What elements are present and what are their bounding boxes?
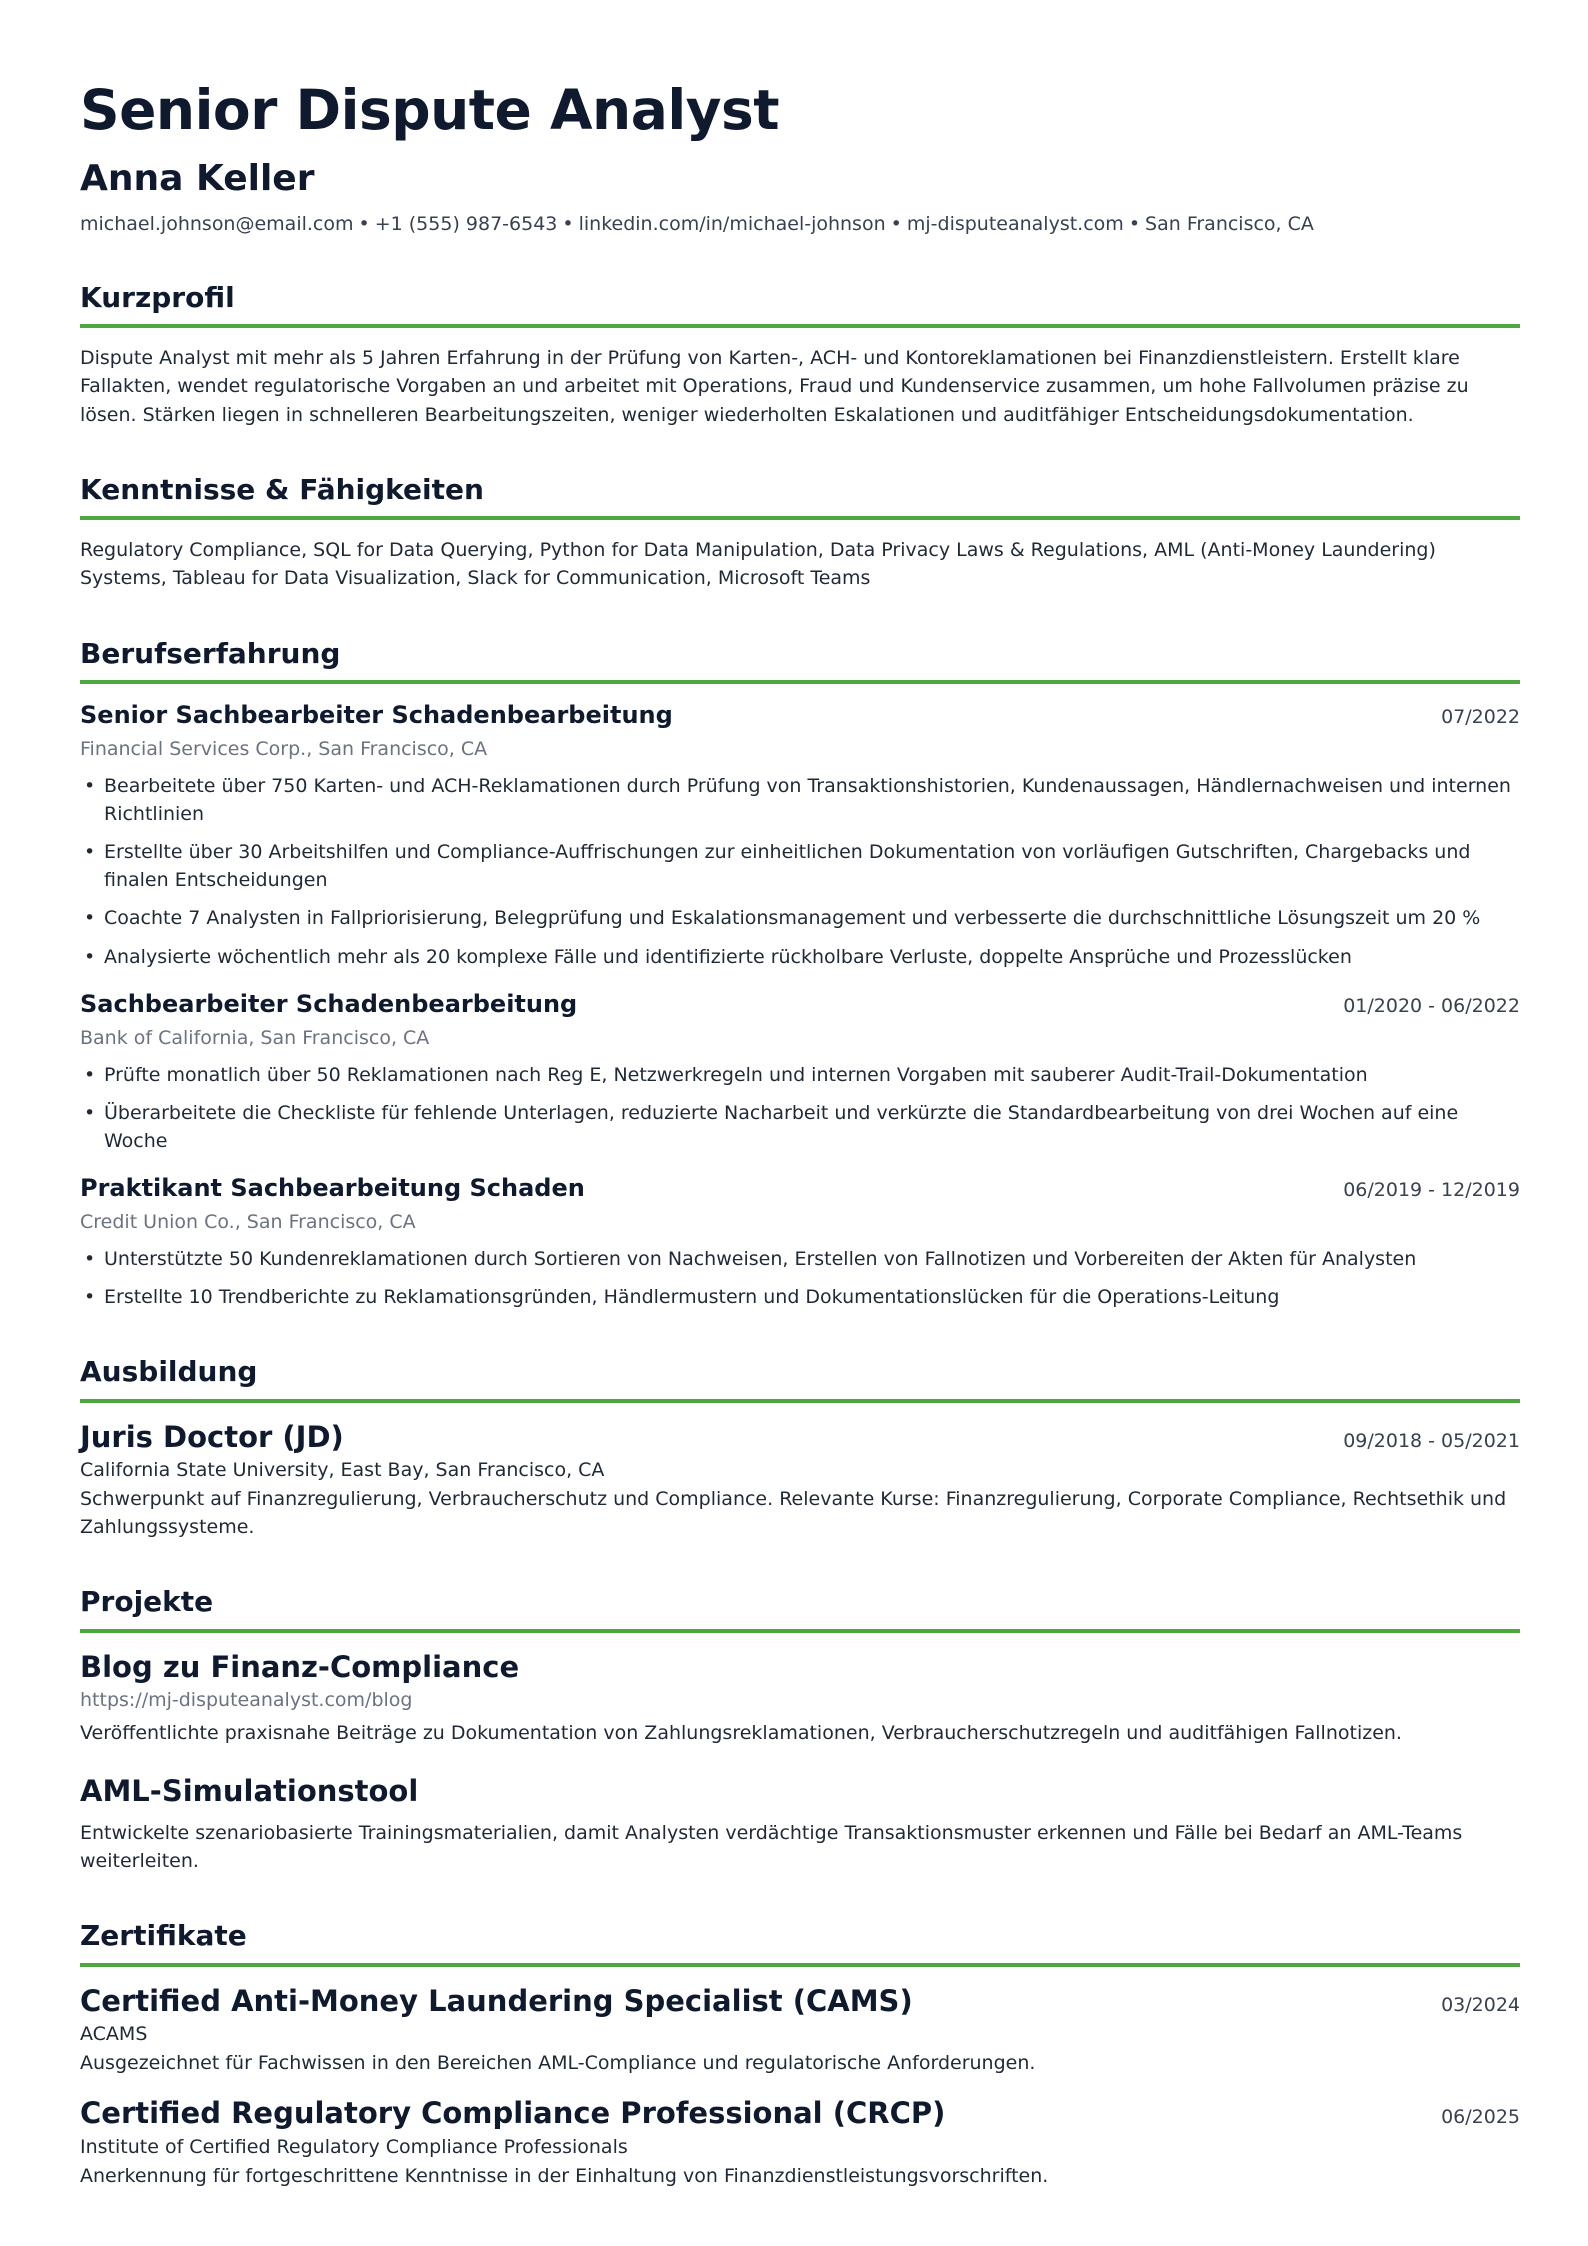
education-school: California State University, East Bay, San Francisco, CA (80, 1459, 605, 1482)
project-entry (80, 1649, 1520, 1747)
education-date: 09/2018 - 05/2021 (1343, 1429, 1520, 1452)
job-company: Bank of California, San Francisco, CA (80, 1026, 430, 1049)
job-bullet: • Analysierte wöchentlich mehr als 20 komplexe Fälle und identifizierte rückholbare Verluste, doppelte Ansprüche und Prozesslücken (104, 943, 1520, 971)
job-title: Praktikant Sachbearbeitung Schaden (80, 1173, 585, 1202)
skills-section (80, 473, 1520, 593)
certification-title: Certified Anti-Money Laundering Specialist (CAMS) (80, 1983, 913, 2018)
certifications-section (80, 1919, 1520, 2190)
contact-phone: +1 (555) 987-6543 (374, 213, 558, 236)
contact-location: San Francisco, CA (1145, 213, 1314, 236)
certification-date: 06/2025 (1441, 2106, 1520, 2129)
contact-separator: • (358, 213, 370, 236)
experience-section (80, 637, 1520, 1311)
summary-text: Dispute Analyst mit mehr als 5 Jahren Erfahrung in der Prüfung von Karten-, ACH- und Kontoreklamationen bei Finanzdienstleistern. Erstellt klare Fallakten, wendet regulatorische Vorgaben an und arbeitet mit Operations, Fraud und Kundenservice zusammen, um hohe Fallvolumen präzise zu lösen. Stärken liegen in schnelleren Bearbeitungszeiten, weniger wiederholten Eskalationen und auditfähiger Entscheidungsdokumentation. (80, 347, 1469, 426)
job-date: 07/2022 (1441, 706, 1520, 729)
skills-text: Regulatory Compliance, SQL for Data Querying, Python for Data Manipulation, Data Privacy Laws & Regulations, AML (Anti-Money Laundering) Systems, Tableau for Data Visualization, Slack for Communication, Microsoft Teams (80, 539, 1436, 590)
project-title: AML-Simulationstool (80, 1774, 419, 1809)
person-name: Anna Keller (80, 157, 315, 199)
job-entry (80, 989, 1520, 1155)
job-bullets (80, 772, 1520, 971)
certification-description: Ausgezeichnet für Fachwissen in den Bereichen AML-Compliance und regulatorische Anforderungen. (80, 2052, 1036, 2075)
contact-separator: • (1128, 213, 1141, 236)
section-heading-education: Ausbildung (80, 1355, 1520, 1403)
contact-separator: • (562, 213, 574, 236)
job-date: 06/2019 - 12/2019 (1343, 1178, 1520, 1201)
certification-entry (80, 1983, 1520, 2077)
job-bullets (80, 1245, 1520, 1311)
section-heading-experience: Berufserfahrung (80, 637, 1520, 685)
project-entry (80, 1773, 1520, 1875)
job-bullets (80, 1061, 1520, 1155)
project-description: Veröffentlichte praxisnahe Beiträge zu Dokumentation von Zahlungsreklamationen, Verbraucherschutzregeln und auditfähigen Fallnotizen. (80, 1722, 1402, 1745)
job-bullet: • Erstellte über 30 Arbeitshilfen und Compliance-Auffrischungen zur einheitlichen Dokumentation von vorläufigen Gutschriften, Chargebacks und finalen Entscheidungen (104, 838, 1520, 894)
project-title: Blog zu Finanz-Compliance (80, 1649, 520, 1684)
education-degree: Juris Doctor (JD) (80, 1419, 344, 1454)
education-description: Schwerpunkt auf Finanzregulierung, Verbraucherschutz und Compliance. Relevante Kurse: Finanzregulierung, Corporate Compliance, Rechtsethik und Zahlungssysteme. (80, 1487, 1507, 1539)
section-heading-projects: Projekte (80, 1585, 1520, 1633)
contact-email[interactable]: michael.johnson@email.com (80, 213, 354, 236)
job-bullet: • Unterstützte 50 Kundenreklamationen durch Sortieren von Nachweisen, Erstellen von Fallnotizen und Vorbereiten der Akten für Analysten (104, 1245, 1520, 1273)
certification-title: Certified Regulatory Compliance Professional (CRCP) (80, 2096, 946, 2131)
section-heading-summary: Kurzprofil (80, 281, 1520, 329)
contact-linkedin[interactable]: linkedin.com/in/michael-johnson (578, 213, 886, 236)
certification-issuer: ACAMS (80, 2023, 148, 2046)
job-entry (80, 1173, 1520, 1311)
job-company: Credit Union Co., San Francisco, CA (80, 1211, 416, 1234)
job-bullet: • Bearbeitete über 750 Karten- und ACH-Reklamationen durch Prüfung von Transaktionshistorien, Kundenaussagen, Händlernachweisen und internen Richtlinien (104, 772, 1520, 828)
job-date: 01/2020 - 06/2022 (1343, 994, 1520, 1017)
job-title: Senior Sachbearbeiter Schadenbearbeitung (80, 701, 673, 730)
contact-website[interactable]: mj-disputeanalyst.com (906, 213, 1124, 236)
resume-title: Senior Dispute Analyst (80, 78, 780, 142)
education-section (80, 1355, 1520, 1541)
contact-separator: • (890, 213, 902, 236)
job-bullet: • Überarbeitete die Checkliste für fehlende Unterlagen, reduzierte Nacharbeit und verkürzte die Standardbearbeitung von drei Wochen auf eine Woche (104, 1099, 1520, 1155)
job-entry (80, 700, 1520, 971)
contact-line (80, 212, 1520, 237)
project-description: Entwickelte szenariobasierte Trainingsmaterialien, damit Analysten verdächtige Transaktionsmuster erkennen und Fälle bei Bedarf an AML-Teams weiterleiten. (80, 1821, 1463, 1872)
job-bullet: • Erstellte 10 Trendberichte zu Reklamationsgründen, Händlermustern und Dokumentationslücken für die Operations-Leitung (104, 1283, 1520, 1311)
section-heading-skills: Kenntnisse & Fähigkeiten (80, 473, 1520, 521)
job-company: Financial Services Corp., San Francisco, CA (80, 738, 488, 761)
certification-entry (80, 2095, 1520, 2189)
certification-date: 03/2024 (1441, 1993, 1520, 2016)
certification-issuer: Institute of Certified Regulatory Compliance Professionals (80, 2135, 628, 2158)
summary-section (80, 281, 1520, 429)
project-url[interactable]: https://mj-disputeanalyst.com/blog (80, 1689, 413, 1712)
projects-section (80, 1585, 1520, 1875)
section-heading-certifications: Zertifikate (80, 1919, 1520, 1967)
job-title: Sachbearbeiter Schadenbearbeitung (80, 989, 578, 1018)
certification-description: Anerkennung für fortgeschrittene Kenntnisse in der Einhaltung von Finanzdienstleistungsvorschriften. (80, 2164, 1049, 2187)
job-bullet: • Coachte 7 Analysten in Fallpriorisierung, Belegprüfung und Eskalationsmanagement und verbesserte die durchschnittliche Lösungszeit um 20 % (104, 904, 1520, 932)
education-entry (80, 1419, 1520, 1542)
job-bullet: • Prüfte monatlich über 50 Reklamationen nach Reg E, Netzwerkregeln und internen Vorgaben mit sauberer Audit-Trail-Dokumentation (104, 1061, 1520, 1089)
